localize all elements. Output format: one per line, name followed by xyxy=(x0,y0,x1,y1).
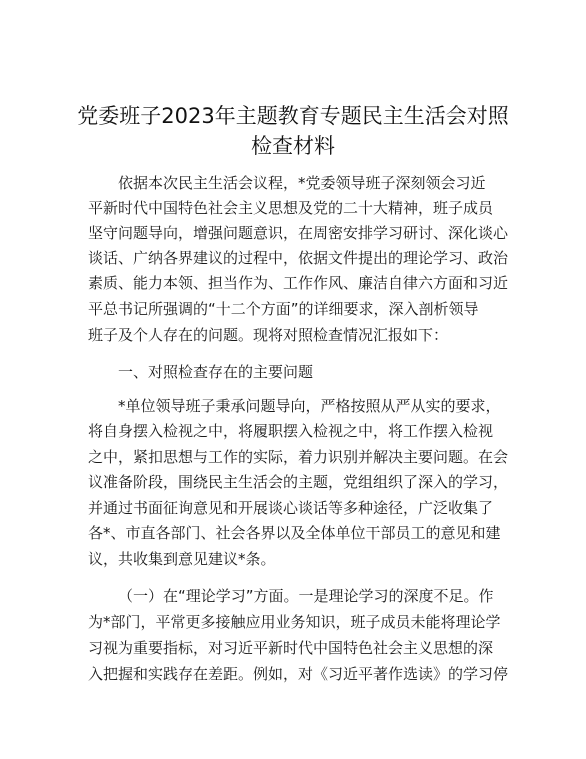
paragraph-1-line-6: 平总书记所强调的“十二个方面”的详细要求，深入剖析领导 xyxy=(88,300,479,318)
paragraph-3-line-2: 为*部门，平常更多接触应用业务知识，班子成员未能将理论学 xyxy=(88,613,501,631)
paragraph-2-line-6: 各*、市直各部门、社会各界以及全体单位干部员工的意见和建 xyxy=(88,524,501,542)
paragraph-3-line-3: 习视为重要指标，对习近平新时代中国特色社会主义思想的深 xyxy=(88,639,494,657)
paragraph-1-line-4: 谈话、广纳各界建议的过程中，依据文件提出的理论学习、政治 xyxy=(88,249,509,267)
paragraph-2-line-1: *单位领导班子秉承问题导向，严格按照从严从实的要求， xyxy=(118,397,501,415)
paragraph-3-line-4: 入把握和实践存在差距。例如，对《习近平著作选读》的学习停 xyxy=(88,665,509,683)
paragraph-1-line-3: 坚守问题导向，增强问题意识，在周密安排学习研讨、深化谈心 xyxy=(88,224,509,242)
paragraph-3-line-1: （一）在“理论学习”方面。一是理论学习的深度不足。作 xyxy=(118,587,494,605)
paragraph-1-line-5: 素质、能力本领、担当作为、工作作风、廉洁自律六方面和习近 xyxy=(88,274,509,292)
paragraph-2-line-7: 议，共收集到意见建议*条。 xyxy=(88,550,276,568)
paragraph-2-line-2: 将自身摆入检视之中，将履职摆入检视之中，将工作摆入检视 xyxy=(88,422,494,440)
document-title-line-2: 检查材料 xyxy=(251,134,335,158)
section-heading: 一、对照检查存在的主要问题 xyxy=(118,363,314,381)
paragraph-1-line-1: 依据本次民主生活会议程，*党委领导班子深刻领会习近 xyxy=(118,174,486,192)
paragraph-1-line-2: 平新时代中国特色社会主义思想及党的二十大精神，班子成员 xyxy=(88,199,494,217)
paragraph-2-line-4: 议准备阶段，围绕民主生活会的主题，党组组织了深入的学习， xyxy=(88,473,509,491)
document-title-line-1: 党委班子2023年主题教育专题民主生活会对照 xyxy=(77,104,509,128)
paragraph-2-line-3: 之中，紧扣思想与工作的实际，着力识别并解决主要问题。在会 xyxy=(88,448,509,466)
paragraph-2-line-5: 并通过书面征询意见和开展谈心谈话等多种途径，广泛收集了 xyxy=(88,499,494,517)
paragraph-1-line-7: 班子及个人存在的问题。现将对照检查情况汇报如下： xyxy=(88,326,449,344)
